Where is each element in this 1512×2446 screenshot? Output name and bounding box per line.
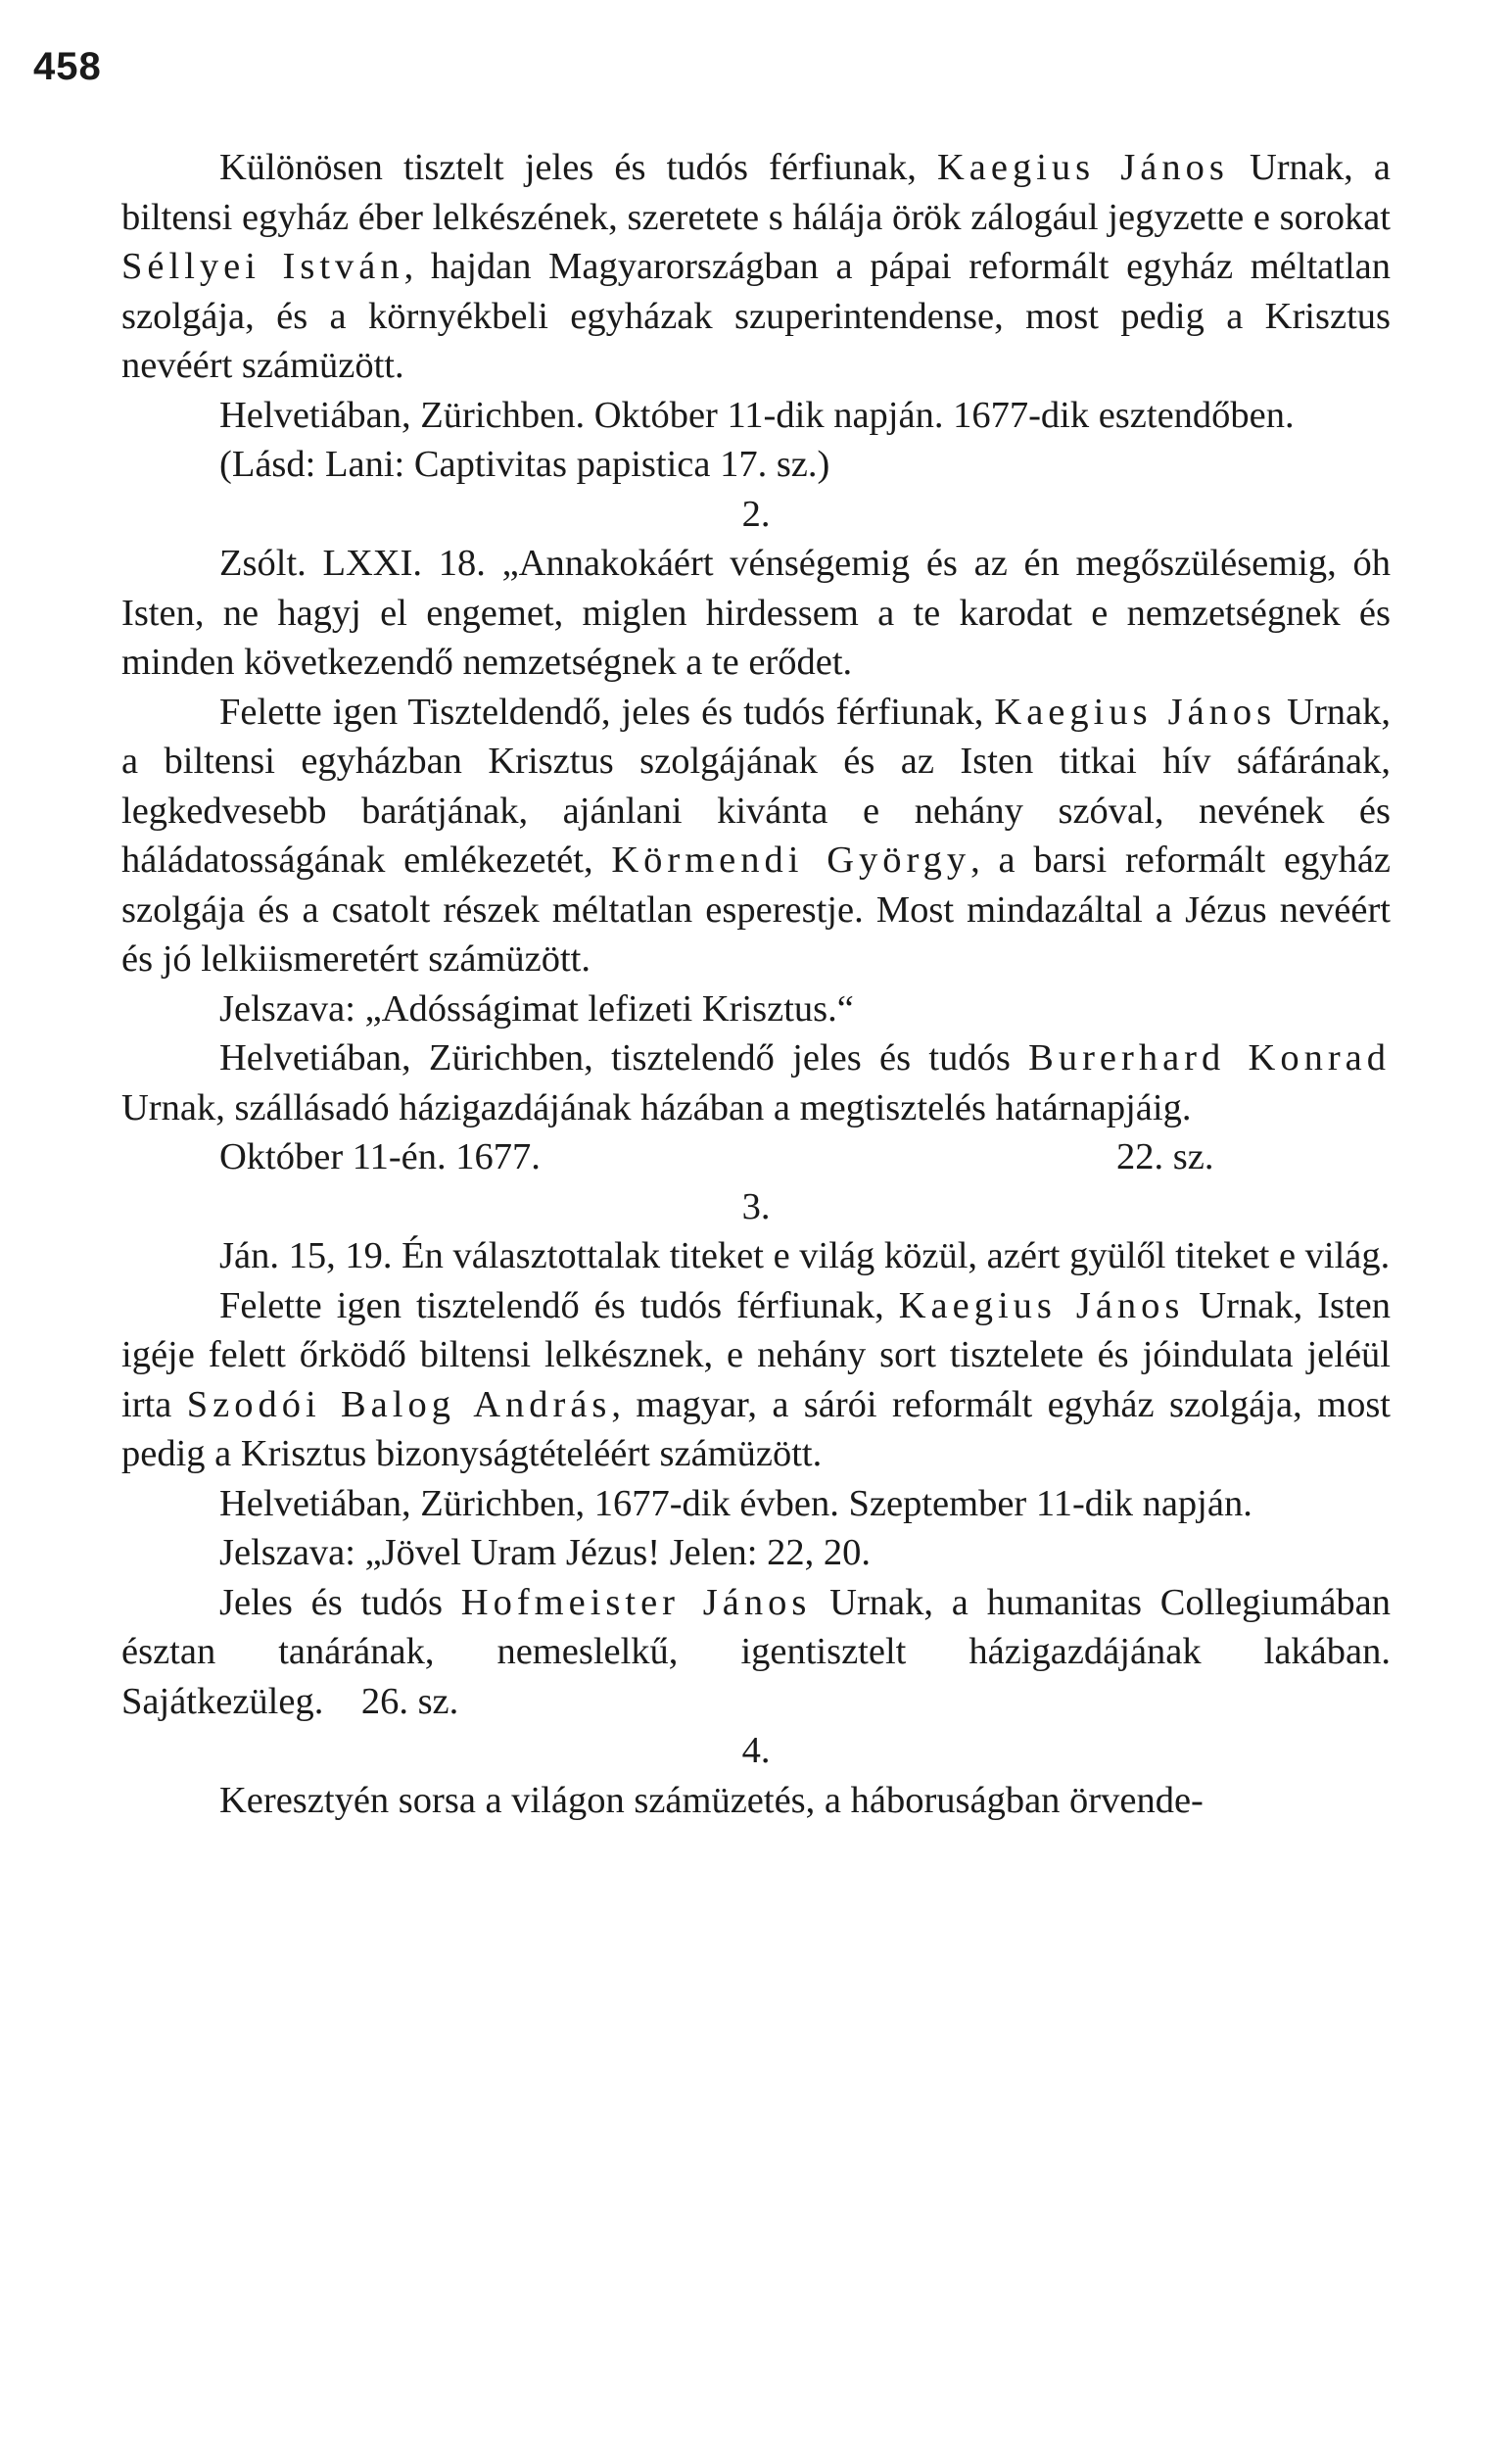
motto-line: Jelszava: „Jövel Uram Jézus! Jelen: 22, 20. bbox=[219, 1532, 871, 1573]
body-paragraph: Keresztyén sorsa a világon számüzetés, a háboruságban örvende- bbox=[219, 1779, 1204, 1821]
dedication-text: , magyar, a sárói reformált egyház szolgája, most pedig a Krisztus bizonyságtételéért számüzött. bbox=[121, 1383, 1391, 1474]
scripture-quote: Ján. 15, 19. Én választottalak titeket e világ közül, azért gyülől titeket e világ. bbox=[219, 1235, 1391, 1276]
section-1 bbox=[121, 143, 1391, 490]
host-name: Hofmeister János bbox=[460, 1581, 812, 1623]
scripture-quote: Zsólt. LXXI. 18. „Annakokáért vénségemig és az én megőszülésemig, óh Isten, ne hagyj el engemet, miglen hirdessem a te karodat e nemzetségnek és minden következendő nemzetségnek a te erődet. bbox=[121, 543, 1391, 683]
author-name: Szodói Balog András bbox=[186, 1383, 612, 1425]
dedication-text: Urnak, a biltensi egyházban Krisztus szolgájának és az Isten titkai hív sáfárának, legkedvesebb barátjának, ajánlani kivánta e nehány szóval, nevének és háládatosságának emlékezetét, bbox=[121, 691, 1392, 881]
section-3 bbox=[121, 1182, 1391, 1727]
dedication-text: Urnak, Isten igéje felett őrködő biltensi lelkésznek, e nehány sort tisztelete és jóindulata jeléül irta bbox=[121, 1284, 1392, 1425]
dedication-text: Felette igen tisztelendő és tudós férfiunak, bbox=[219, 1284, 884, 1326]
motto-line: Jelszava: „Adósságimat lefizeti Krisztus.“ bbox=[219, 987, 854, 1030]
section-4 bbox=[121, 1726, 1391, 1825]
catalog-ref: 22. sz. bbox=[1116, 1136, 1214, 1177]
dedication-text: Felette igen Tiszteldendő, jeles és tudós férfiunak, bbox=[219, 691, 984, 733]
recipient-name: Kaegius János bbox=[936, 147, 1229, 188]
dedication-text: , a barsi reformált egyház szolgája és a csatolt részek méltatlan esperestje. Most mindazáltal a Jézus nevéért és jó lelkiismeretért számüzött. bbox=[121, 839, 1391, 980]
host-text: Jeles és tudós bbox=[219, 1581, 443, 1623]
section-2 bbox=[121, 490, 1391, 1182]
date-text: Október 11-én. 1677. bbox=[219, 1136, 541, 1177]
date-ref-row bbox=[121, 1132, 1391, 1182]
recipient-name: Kaegius János bbox=[994, 691, 1277, 733]
recipient-name: Kaegius János bbox=[898, 1284, 1185, 1326]
dedication-paragraph bbox=[121, 143, 1391, 391]
dedication-paragraph bbox=[121, 688, 1391, 984]
catalog-ref: 26. sz. bbox=[360, 1680, 459, 1722]
dedication-text: , hajdan Magyarországban a pápai reformált egyház méltatlan szolgája, és a környékbeli egyházak szuperintendense, most pedig a Krisztus nevéért számüzött. bbox=[121, 246, 1391, 386]
dedication-paragraph bbox=[121, 1281, 1391, 1479]
author-name: Körmendi György bbox=[611, 839, 971, 881]
page-number: 458 bbox=[33, 45, 102, 88]
author-name: Séllyei István bbox=[121, 246, 404, 287]
host-text: Urnak, a humanitas Collegiumában észtan tanárának, nemeslelkű, igentisztelt házigazdájának lakában. Sajátkezüleg. bbox=[121, 1581, 1391, 1722]
place-date-line: Helvetiában, Zürichben. Október 11-dik napján. 1677-dik esztendőben. bbox=[219, 394, 1295, 436]
host-name: Burerhard Konrad bbox=[1028, 1037, 1391, 1079]
place-line bbox=[121, 1033, 1391, 1132]
reference-line: (Lásd: Lani: Captivitas papistica 17. sz.) bbox=[219, 444, 830, 485]
place-date-line: Helvetiában, Zürichben, 1677-dik évben. Szeptember 11-dik napján. bbox=[219, 1482, 1252, 1524]
section-heading: 2. bbox=[741, 493, 771, 535]
dedication-text: Urnak, a biltensi egyház éber lelkészének, szeretete s hálája örök zálogául jegyzette e sorokat bbox=[121, 147, 1391, 238]
host-paragraph bbox=[121, 1578, 1391, 1727]
dedication-text: Különösen tisztelt jeles és tudós férfiunak, bbox=[219, 147, 917, 188]
place-text: Urnak, szállásadó házigazdájának házában a megtisztelés határnapjáig. bbox=[121, 1086, 1192, 1128]
text-body bbox=[121, 143, 1391, 1825]
section-heading: 4. bbox=[741, 1730, 771, 1771]
section-heading: 3. bbox=[741, 1185, 771, 1227]
place-text: Helvetiában, Zürichben, tisztelendő jeles és tudós bbox=[219, 1037, 1011, 1079]
